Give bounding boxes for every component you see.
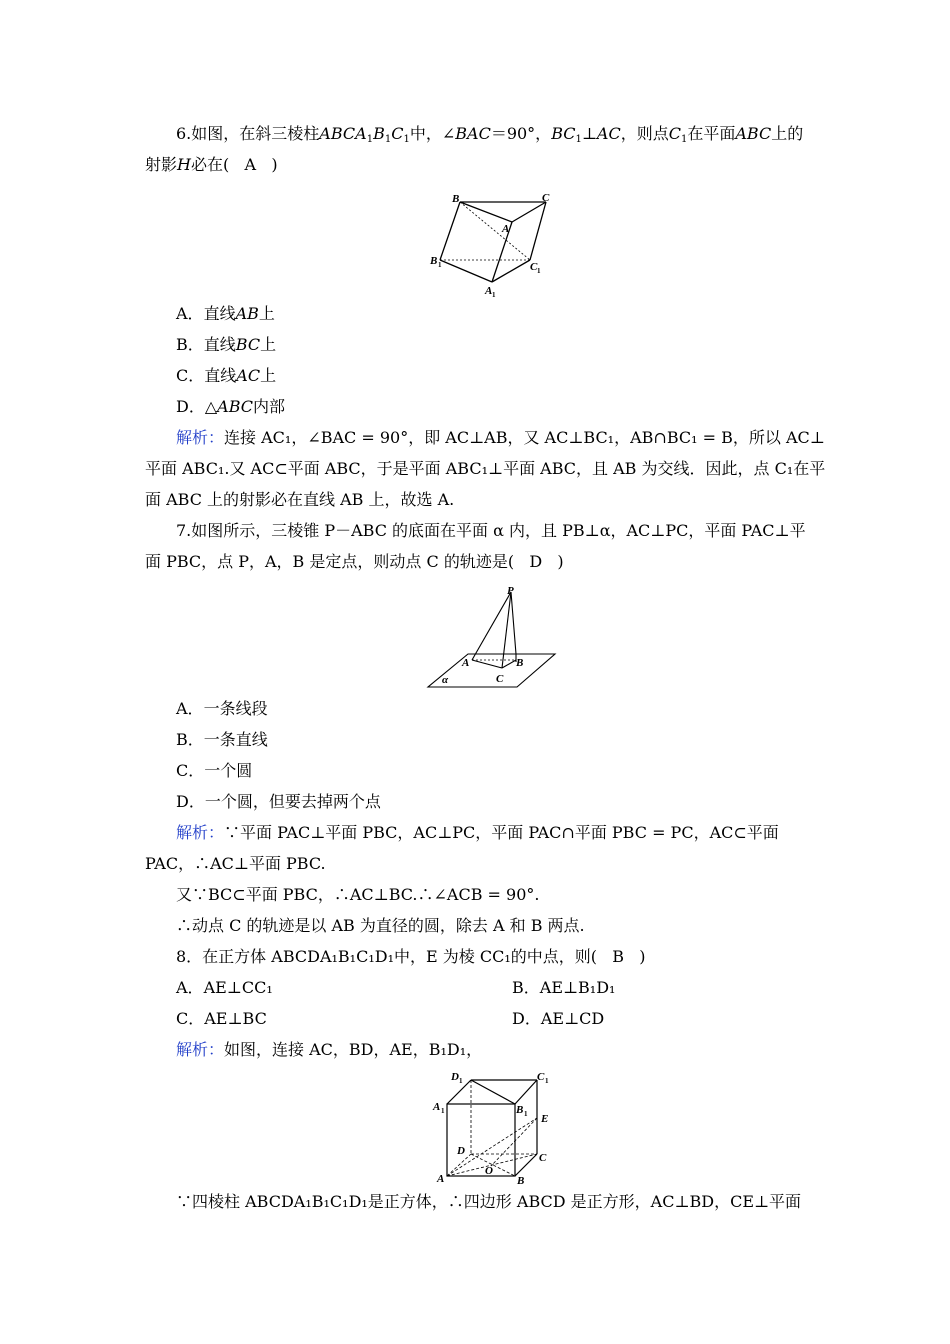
q6-label-A1: A xyxy=(485,285,493,297)
q7-option-d: D．一个圆，但要去掉两个点 xyxy=(176,792,381,811)
svg-text:1: 1 xyxy=(537,267,541,275)
q7-analysis-line-3: 又∵BC⊂平面 PBC，∴AC⊥BC.∴∠ACB = 90°. xyxy=(176,885,540,904)
q8-answer: B xyxy=(612,947,625,966)
q7-answer: D xyxy=(529,552,543,571)
q8-label-C: C xyxy=(539,1152,547,1164)
q7-label-P: P xyxy=(507,585,514,597)
q8-label-B: B xyxy=(517,1175,525,1186)
q6-label-B: B xyxy=(452,193,460,205)
q6-label-C: C xyxy=(542,192,550,204)
q7-analysis-line-4: ∴动点 C 的轨迹是以 AB 为直径的圆，除去 A 和 B 两点. xyxy=(176,916,585,935)
q6-analysis-label: 解析： xyxy=(176,428,225,447)
q7-option-a: A．一条线段 xyxy=(176,699,268,718)
q6-label-B1: B xyxy=(430,255,438,267)
q8-option-a: A．AE⊥CC₁ xyxy=(176,978,273,997)
q8-stem: 8．在正方体 ABCDA₁B₁C₁D₁中，E 为棱 CC₁的中点，则( B ) xyxy=(176,947,646,966)
q8-figure-cube xyxy=(425,1066,555,1190)
q6-option-a: A．直线AB上 xyxy=(176,304,275,323)
q8-label-A1: A xyxy=(433,1101,441,1113)
svg-text:1: 1 xyxy=(545,1077,549,1085)
q6-answer: A xyxy=(244,155,257,174)
q7-analysis-line-1: 解析：∵平面 PAC⊥平面 PBC，AC⊥PC，平面 PAC∩平面 PBC = PC，AC⊂平面 xyxy=(176,823,779,842)
q8-option-d: D．AE⊥CD xyxy=(512,1009,605,1028)
q6-option-c: C．直线AC上 xyxy=(176,366,277,385)
q7-figure-pyramid xyxy=(420,582,560,696)
q7-label-A: A xyxy=(462,657,470,669)
q8-option-b: B．AE⊥B₁D₁ xyxy=(512,978,616,997)
q7-stem-line-2: 面 PBC，点 P，A，B 是定点，则动点 C 的轨迹是( D ) xyxy=(145,552,564,571)
svg-text:1: 1 xyxy=(492,291,496,299)
q8-label-E: E xyxy=(541,1113,549,1125)
q8-label-D1: D xyxy=(451,1071,459,1083)
q6-option-b: B．直线BC上 xyxy=(176,335,277,354)
q8-label-A: A xyxy=(437,1173,445,1185)
svg-text:1: 1 xyxy=(459,1077,463,1085)
q8-label-C1: C xyxy=(537,1071,545,1083)
q8-analysis-line-1: 解析：如图，连接 AC，BD，AE，B₁D₁， xyxy=(176,1040,483,1059)
q7-analysis-label: 解析： xyxy=(176,823,225,842)
q7-label-B: B xyxy=(516,657,524,669)
q6-figure-oblique-prism xyxy=(420,188,560,307)
q6-label-C1: C xyxy=(530,261,538,273)
q7-option-b: B．一条直线 xyxy=(176,730,268,749)
q8-analysis-line-2: ∵四棱柱 ABCDA₁B₁C₁D₁是正方体，∴四边形 ABCD 是正方形，AC⊥BD，CE⊥平面 xyxy=(176,1192,802,1211)
q6-stem-line-2: 射影H必在( A ) xyxy=(145,155,278,174)
q8-label-B1: B xyxy=(516,1104,524,1116)
q7-option-c: C．一个圆 xyxy=(176,761,253,780)
q6-stem-line-1: 6.如图，在斜三棱柱$ABCA_1B_1C_1$中，∠BAC＝90°，$BC_1\perp AC$，则点$C_1$在平面ABC上的 xyxy=(176,124,804,145)
q8-label-O: O xyxy=(485,1165,493,1177)
svg-text:1: 1 xyxy=(438,261,442,269)
q6-option-d: D．△ABC内部 xyxy=(176,397,286,416)
q7-label-alpha: α xyxy=(442,674,449,686)
q6-analysis-line-1: 解析：连接 AC₁，∠BAC = 90°，即 AC⊥AB，又 AC⊥BC₁，AB∩BC₁ = B，所以 AC⊥ xyxy=(176,428,825,447)
q7-stem-line-1: 7.如图所示，三棱锥 P－ABC 的底面在平面 α 内，且 PB⊥α，AC⊥PC，平面 PAC⊥平 xyxy=(176,521,806,540)
q8-option-c: C．AE⊥BC xyxy=(176,1009,267,1028)
q6-label-A: A xyxy=(502,223,510,235)
q6-analysis-line-3: 面 ABC 上的射影必在直线 AB 上，故选 A. xyxy=(145,490,455,509)
svg-text:1: 1 xyxy=(441,1107,445,1115)
q7-label-C: C xyxy=(496,673,504,685)
svg-text:1: 1 xyxy=(524,1110,528,1118)
q6-analysis-line-2: 平面 ABC₁.又 AC⊂平面 ABC，于是平面 ABC₁⊥平面 ABC，且 AB 为交线．因此，点 C₁在平 xyxy=(145,459,826,478)
q8-label-D: D xyxy=(457,1145,465,1157)
q8-analysis-label: 解析： xyxy=(176,1040,225,1059)
q7-analysis-line-2: PAC，∴AC⊥平面 PBC. xyxy=(145,854,326,873)
